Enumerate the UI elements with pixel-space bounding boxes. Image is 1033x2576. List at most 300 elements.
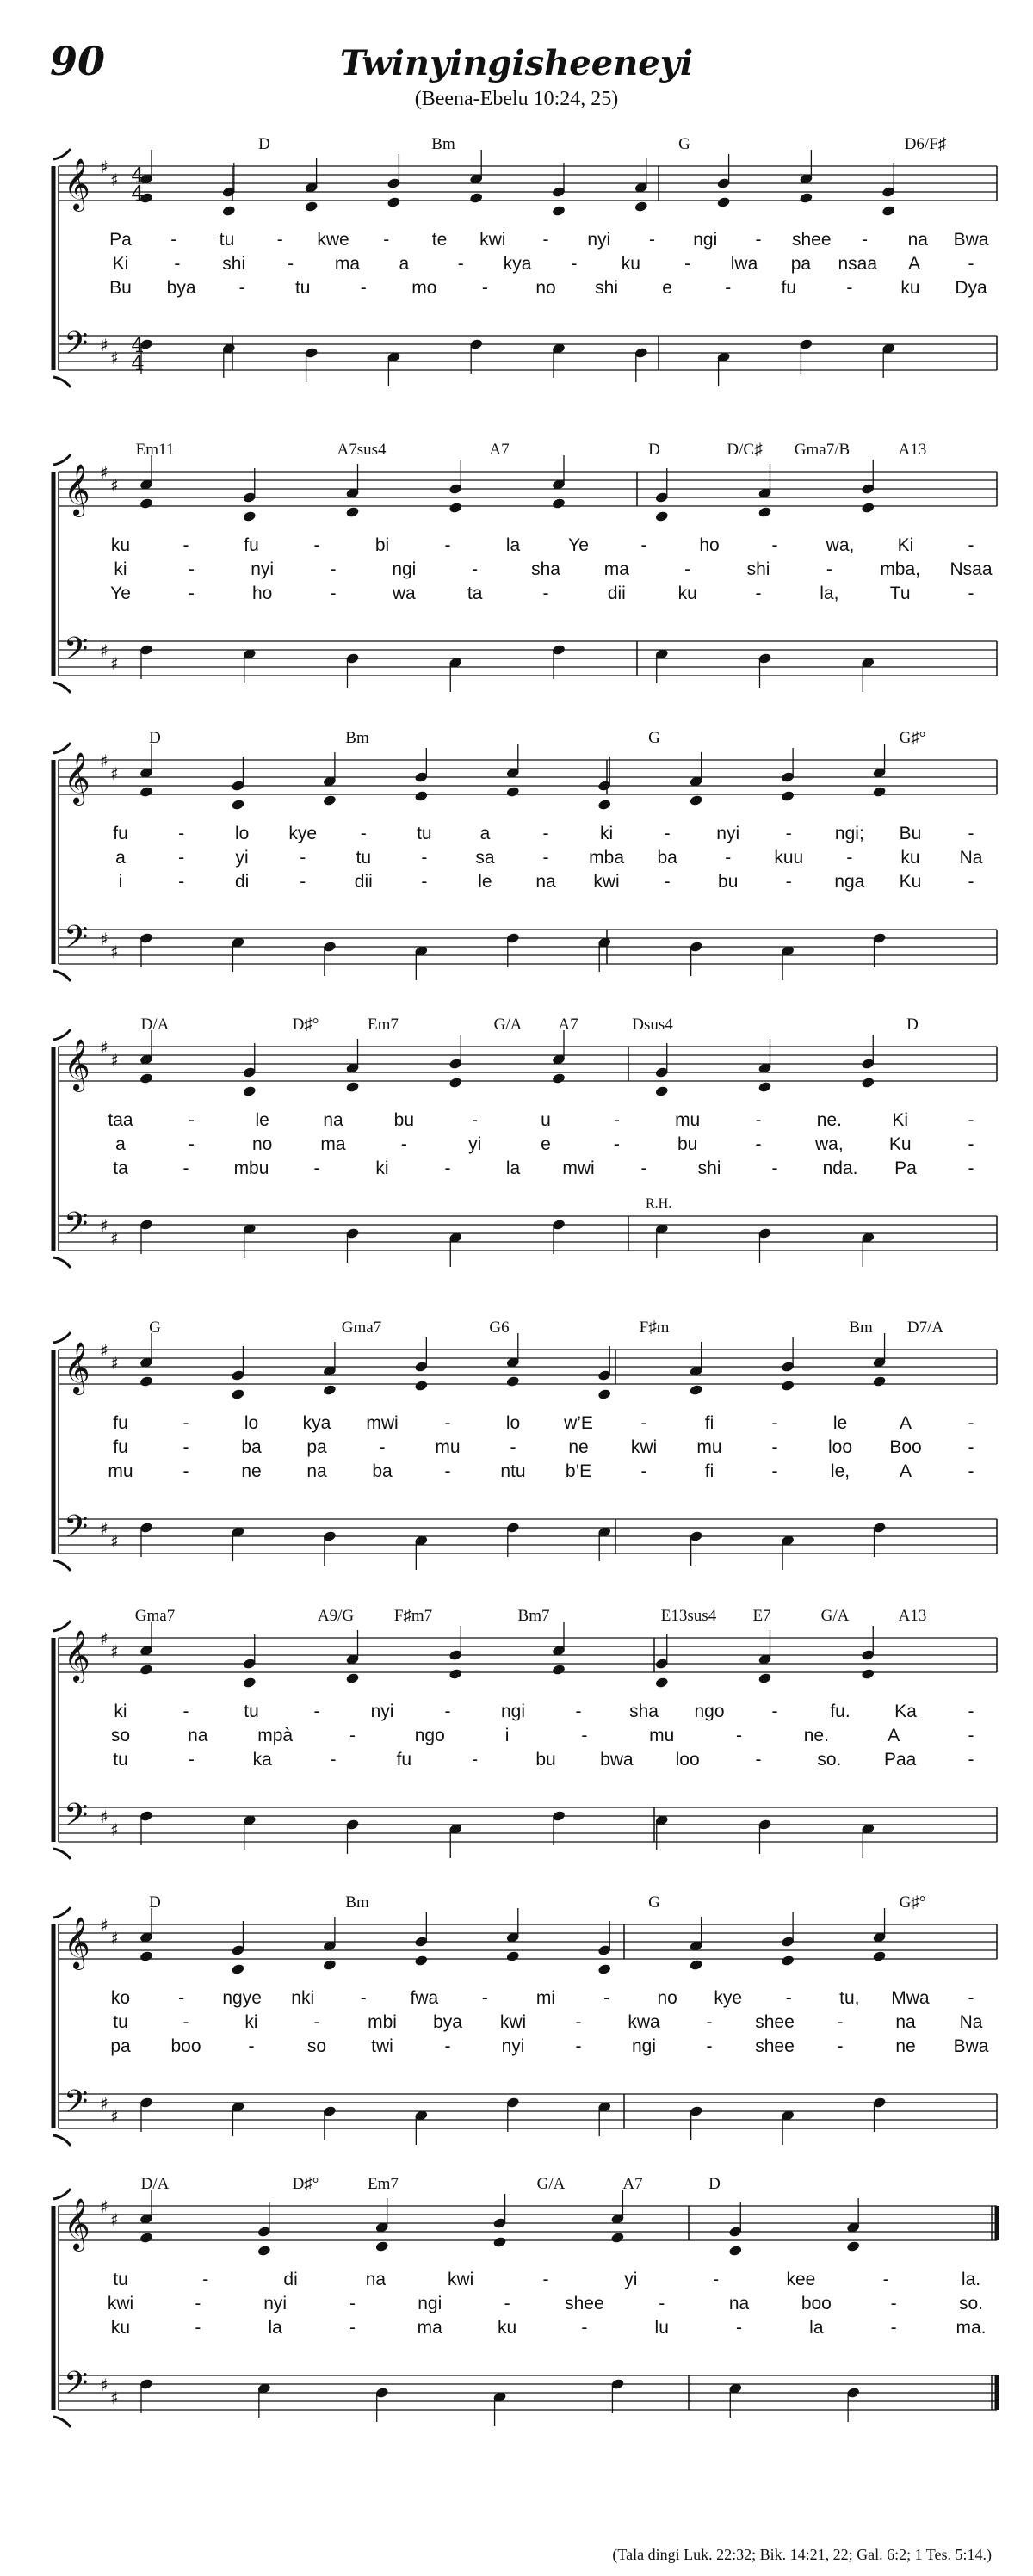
hymn-title: Twinyingisheeneyi [339, 43, 694, 83]
lyric-syllable: la [505, 535, 521, 555]
lyric-syllable: kwi [448, 2270, 474, 2289]
lyric-hyphen: - [542, 2270, 549, 2289]
lyric-syllable: taa [108, 1110, 133, 1130]
lyric-hyphen: - [182, 1461, 189, 1481]
lyric-hyphen: - [968, 1110, 974, 1130]
treble-note [231, 799, 245, 811]
treble-key-sharp: ♯ [100, 157, 108, 177]
treble-note [654, 1085, 669, 1097]
lyric-hyphen: - [188, 1134, 195, 1154]
treble-key-sharp: ♯ [110, 2209, 119, 2230]
lyric-hyphen: - [330, 1750, 337, 1770]
lyric-hyphen: - [968, 254, 974, 274]
lyric-hyphen: - [968, 1461, 974, 1481]
treble-key-sharp: ♯ [100, 1915, 108, 1936]
lyric-syllable: Bwa [953, 230, 989, 250]
lyric-syllable: ku [110, 535, 131, 555]
treble-key-sharp: ♯ [100, 2196, 108, 2217]
lyric-syllable: ki [244, 2012, 258, 2032]
lyric-syllable: fu [113, 824, 128, 843]
right-hand-annotation: R.H. [646, 1196, 672, 1211]
chord-symbol: Em11 [135, 441, 175, 459]
lyric-hyphen: - [771, 1702, 778, 1721]
treble-note [414, 1955, 429, 1967]
treble-note [139, 1950, 154, 1962]
lyric-hyphen: - [481, 1988, 488, 2008]
lyric-syllable: nda. [822, 1158, 858, 1178]
chord-symbol: G♯° [899, 729, 926, 747]
bass-clef-icon: 𝄢 [64, 2084, 89, 2128]
lyric-hyphen: - [182, 1437, 189, 1457]
lyric-hyphen: - [571, 254, 578, 274]
bracket-bottom [53, 1257, 71, 1268]
lyric-hyphen: - [706, 2036, 713, 2056]
treble-note [492, 2236, 507, 2248]
lyric-syllable: Ku [899, 872, 922, 892]
treble-note [758, 506, 772, 518]
bass-key-sharp: ♯ [110, 2388, 119, 2408]
lyric-syllable: sha [531, 559, 560, 579]
lyric-syllable: ngi [631, 2036, 657, 2056]
lyric-hyphen: - [472, 1750, 479, 1770]
chord-symbol: Gma7 [341, 1319, 382, 1337]
treble-clef-icon: 𝄞 [64, 464, 90, 516]
treble-note [881, 205, 896, 217]
scripture-reference: (Beena-Ebelu 10:24, 25) [414, 88, 619, 110]
lyric-hyphen: - [575, 2012, 582, 2032]
lyric-hyphen: - [968, 872, 974, 892]
lyric-hyphen: - [178, 824, 185, 843]
lyric-syllable: ku [900, 848, 920, 868]
chord-symbol: F♯m7 [393, 1607, 433, 1625]
bass-key-sharp: ♯ [110, 942, 119, 962]
lyric-syllable: mwi [562, 1158, 595, 1178]
lyric-syllable: ku [900, 278, 920, 298]
lyric-syllable: yi [624, 2270, 638, 2289]
lyric-hyphen: - [182, 1158, 189, 1178]
lyric-syllable: di [283, 2270, 298, 2289]
treble-key-sharp: ♯ [100, 751, 108, 771]
lyric-syllable: so [306, 2036, 327, 2056]
lyric-hyphen: - [313, 1702, 320, 1721]
treble-key-sharp: ♯ [110, 763, 119, 784]
bass-key-sharp: ♯ [100, 640, 108, 661]
lyric-syllable: ne. [803, 1726, 829, 1745]
lyric-syllable: na [323, 1110, 343, 1130]
lyric-hyphen: - [968, 1437, 974, 1457]
lyric-hyphen: - [837, 2036, 844, 2056]
lyric-syllable: bu [718, 872, 739, 892]
treble-note [758, 1081, 772, 1093]
treble-note [139, 497, 154, 510]
lyric-hyphen: - [444, 1158, 451, 1178]
bass-key-sharp: ♯ [100, 2093, 108, 2114]
lyric-syllable: ku [621, 254, 640, 274]
lyric-syllable: ngi [500, 1702, 526, 1721]
treble-note [448, 1077, 463, 1089]
lyric-hyphen: - [736, 2318, 743, 2338]
lyric-hyphen: - [542, 824, 549, 843]
lyric-syllable: i [118, 872, 123, 892]
lyric-hyphen: - [785, 824, 792, 843]
chord-symbol: G [648, 1893, 660, 1912]
lyric-syllable: tu [294, 278, 311, 298]
lyric-syllable: u [541, 1110, 551, 1130]
lyric-syllable: bu [393, 1110, 415, 1130]
system-2 [53, 454, 997, 693]
treble-note [781, 790, 795, 802]
lyric-hyphen: - [182, 2012, 189, 2032]
bass-clef-icon: 𝄢 [64, 2365, 89, 2409]
treble-note [242, 510, 257, 522]
lyric-syllable: loo [827, 1437, 853, 1457]
bass-clef-icon: 𝄢 [64, 631, 89, 675]
lyric-syllable: kya [503, 254, 532, 274]
lyric-syllable: Dya [955, 278, 987, 298]
lyric-hyphen: - [613, 1134, 620, 1154]
lyric-syllable: Mwa [891, 1988, 930, 2008]
lyric-syllable: dii [607, 584, 626, 603]
lyric-syllable: so [110, 1726, 131, 1745]
chord-symbol: D [708, 2175, 721, 2193]
lyric-syllable: lo [244, 1413, 259, 1433]
chord-symbol: A13 [898, 441, 927, 459]
chord-symbol: G♯° [899, 1893, 926, 1912]
lyric-syllable: ta [467, 584, 483, 603]
treble-note [872, 1950, 887, 1962]
lyric-syllable: ne [241, 1461, 262, 1481]
time-sig-top: 4 [131, 333, 145, 357]
chord-symbol: Bm7 [517, 1607, 550, 1625]
lyric-syllable: ne. [816, 1110, 842, 1130]
treble-note [231, 1963, 245, 1975]
bass-key-sharp: ♯ [110, 1228, 119, 1249]
lyric-syllable: Ku [888, 1134, 912, 1154]
lyric-syllable: Ki [897, 535, 914, 555]
treble-key-sharp: ♯ [100, 1340, 108, 1361]
lyric-syllable: bya [166, 278, 196, 298]
lyric-syllable: no [657, 1988, 677, 2008]
lyric-hyphen: - [504, 2294, 510, 2313]
lyric-hyphen: - [182, 1413, 189, 1433]
lyric-syllable: pa [790, 254, 812, 274]
lyric-hyphen: - [837, 2012, 844, 2032]
lyric-syllable: ki [599, 824, 614, 843]
lyric-syllable: Ki [112, 254, 129, 274]
lyric-syllable: i [504, 1726, 510, 1745]
lyric-syllable: ne [895, 2036, 916, 2056]
treble-note [505, 786, 520, 798]
treble-note [552, 497, 566, 510]
lyric-syllable: la [505, 1158, 521, 1178]
lyric-hyphen: - [755, 584, 762, 603]
lyric-syllable: Nsaa [949, 559, 993, 579]
chord-symbol: G/A [536, 2175, 566, 2193]
lyric-syllable: boo [801, 2294, 832, 2313]
chord-symbol: D [149, 1893, 161, 1912]
chord-symbol: D [149, 729, 161, 747]
treble-note [861, 1077, 875, 1089]
lyric-syllable: na [728, 2294, 750, 2313]
lyric-hyphen: - [968, 1750, 974, 1770]
treble-note [758, 1672, 772, 1684]
lyric-hyphen: - [421, 872, 428, 892]
treble-note [689, 1959, 703, 1971]
lyric-syllable: te [431, 230, 448, 250]
lyric-hyphen: - [379, 1437, 386, 1457]
lyric-syllable: Tu [889, 584, 911, 603]
lyric-syllable: la. [961, 2270, 981, 2289]
lyric-syllable: kuu [774, 848, 804, 868]
treble-note [242, 1085, 257, 1097]
lyric-syllable: e [662, 278, 672, 298]
lyric-syllable: ntu [500, 1461, 526, 1481]
lyric-syllable: kya [302, 1413, 331, 1433]
treble-key-sharp: ♯ [100, 1628, 108, 1649]
lyric-syllable: A [888, 1726, 900, 1745]
lyric-syllable: kee [786, 2270, 816, 2289]
lyric-syllable: ngo [694, 1702, 725, 1721]
lyric-syllable: wa, [814, 1134, 844, 1154]
lyric-syllable: ngi [392, 559, 417, 579]
lyric-syllable: na [535, 872, 556, 892]
lyric-syllable: Bu [109, 278, 132, 298]
treble-clef-icon: 𝄞 [64, 752, 90, 804]
lyric-syllable: la [268, 2318, 282, 2338]
lyric-syllable: ngi [418, 2294, 442, 2313]
treble-note [597, 799, 612, 811]
lyric-syllable: wa [392, 584, 416, 603]
lyric-hyphen: - [238, 278, 245, 298]
lyric-syllable: kwi [499, 2012, 527, 2032]
chord-symbol: A7sus4 [337, 441, 387, 459]
lyric-syllable: ko [110, 1988, 131, 2008]
lyric-syllable: fi [704, 1413, 714, 1433]
lyric-syllable: A [899, 1461, 912, 1481]
lyric-syllable: tu [356, 848, 372, 868]
lyric-syllable: Ka [894, 1702, 917, 1721]
chord-symbol: E7 [752, 1607, 771, 1625]
lyric-syllable: wa, [826, 535, 855, 555]
lyric-syllable: a [115, 848, 126, 868]
lyric-syllable: di [234, 872, 250, 892]
lyric-hyphen: - [276, 230, 283, 250]
lyric-syllable: mwi [366, 1413, 399, 1433]
chord-symbol: D♯° [292, 2175, 319, 2193]
bass-clef-icon: 𝄢 [64, 325, 89, 369]
lyric-syllable: ku [677, 584, 697, 603]
lyric-syllable: fi [704, 1461, 714, 1481]
lyric-hyphen: - [890, 2318, 897, 2338]
lyric-syllable: bi [374, 535, 390, 555]
chord-symbol: G [648, 729, 660, 747]
treble-note [846, 2240, 861, 2252]
treble-note [139, 1375, 154, 1387]
lyric-syllable: e [541, 1134, 551, 1154]
treble-note [597, 1963, 612, 1975]
bass-key-sharp: ♯ [100, 1215, 108, 1236]
bracket-bottom [53, 2417, 71, 2427]
lyric-syllable: mu [649, 1726, 675, 1745]
lyric-hyphen: - [182, 535, 189, 555]
lyric-hyphen: - [785, 1988, 792, 2008]
chord-symbol: G [149, 1319, 161, 1337]
chord-symbol: D7/A [906, 1319, 944, 1337]
lyric-syllable: ma [417, 2318, 442, 2338]
lyric-hyphen: - [755, 230, 762, 250]
treble-key-sharp: ♯ [110, 170, 119, 190]
treble-note [414, 790, 429, 802]
lyric-hyphen: - [826, 559, 832, 579]
bass-clef-icon: 𝄢 [64, 1206, 89, 1250]
lyric-syllable: bu [677, 1134, 698, 1154]
lyric-syllable: ho [699, 535, 720, 555]
lyric-syllable: ba [372, 1461, 393, 1481]
lyric-hyphen: - [755, 1110, 762, 1130]
treble-clef-icon: 𝄞 [64, 1630, 90, 1682]
lyric-hyphen: - [202, 2270, 209, 2289]
lyric-syllable: bya [433, 2012, 462, 2032]
lyric-hyphen: - [725, 848, 732, 868]
chord-symbol: D [906, 1016, 919, 1034]
chord-symbol: D [258, 135, 270, 153]
lyric-hyphen: - [400, 1134, 407, 1154]
lyric-syllable: nyi [587, 230, 611, 250]
lyric-syllable: kwi [107, 2294, 134, 2313]
lyric-syllable: kwi [630, 1437, 658, 1457]
treble-note [139, 1664, 154, 1676]
lyric-hyphen: - [383, 230, 390, 250]
treble-note [222, 205, 237, 217]
lyric-hyphen: - [846, 278, 853, 298]
lyric-syllable: nyi [251, 559, 275, 579]
lyric-syllable: le [832, 1413, 848, 1433]
treble-key-sharp: ♯ [110, 1050, 119, 1071]
treble-note [505, 1375, 520, 1387]
lyric-syllable: nyi [716, 824, 740, 843]
bass-key-sharp: ♯ [100, 1807, 108, 1827]
treble-note [872, 786, 887, 798]
lyric-syllable: ku [497, 2318, 517, 2338]
lyric-syllable: ma [320, 1134, 346, 1154]
lyric-syllable: mu [435, 1437, 461, 1457]
lyric-syllable: nga [834, 872, 865, 892]
treble-key-sharp: ♯ [110, 475, 119, 496]
treble-note [728, 2245, 743, 2257]
lyric-syllable: ka [252, 1750, 272, 1770]
lyric-syllable: ba [657, 848, 677, 868]
treble-clef-icon: 𝄞 [64, 1917, 90, 1968]
lyric-hyphen: - [542, 584, 549, 603]
lyric-hyphen: - [755, 1750, 762, 1770]
lyric-hyphen: - [736, 1726, 743, 1745]
chord-symbol: A7 [622, 2175, 643, 2193]
lyric-syllable: Pa [894, 1158, 917, 1178]
treble-note [781, 1380, 795, 1392]
lyric-syllable: mba [589, 848, 625, 868]
treble-note [345, 1672, 360, 1684]
lyric-hyphen: - [640, 1461, 647, 1481]
lyric-hyphen: - [968, 535, 974, 555]
lyric-syllable: a [115, 1134, 126, 1154]
lyric-syllable: pa [306, 1437, 327, 1457]
lyric-hyphen: - [968, 584, 974, 603]
lyric-hyphen: - [846, 848, 853, 868]
lyric-syllable: yi [235, 848, 249, 868]
lyric-hyphen: - [649, 230, 655, 250]
lyric-syllable: boo [170, 2036, 201, 2056]
lyric-syllable: so. [817, 1750, 842, 1770]
lyric-syllable: Pa [109, 230, 132, 250]
lyric-syllable: pa [110, 2036, 131, 2056]
lyric-syllable: no [535, 278, 556, 298]
treble-note [552, 1072, 566, 1084]
lyric-hyphen: - [581, 2318, 588, 2338]
treble-note [139, 2232, 154, 2244]
lyric-hyphen: - [968, 824, 974, 843]
lyric-syllable: fu [781, 278, 797, 298]
lyric-hyphen: - [771, 1461, 778, 1481]
lyric-syllable: lo [505, 1413, 521, 1433]
lyric-hyphen: - [481, 278, 488, 298]
bass-key-sharp: ♯ [100, 2375, 108, 2395]
lyric-syllable: ngi; [834, 824, 864, 843]
lyric-syllable: fu [113, 1413, 128, 1433]
time-sig-bottom: 4 [131, 351, 145, 375]
system-4 [53, 1029, 997, 1268]
lyric-syllable: sha [629, 1702, 659, 1721]
treble-note [242, 1677, 257, 1689]
chord-symbol: D/A [140, 1016, 170, 1034]
lyric-syllable: mu [696, 1437, 722, 1457]
chord-symbol: A9/G [317, 1607, 355, 1625]
chord-symbol: D/C♯ [727, 441, 763, 459]
lyric-hyphen: - [664, 824, 671, 843]
lyric-syllable: mi [535, 1988, 556, 2008]
hymn-number: 90 [50, 38, 106, 84]
lyric-hyphen: - [313, 1158, 320, 1178]
treble-clef-icon: 𝄞 [64, 1039, 90, 1090]
treble-key-sharp: ♯ [100, 1037, 108, 1058]
bass-key-sharp: ♯ [110, 1531, 119, 1552]
treble-note [257, 2245, 272, 2257]
treble-note [304, 201, 319, 213]
lyric-hyphen: - [178, 872, 185, 892]
lyric-syllable: fu. [830, 1702, 851, 1721]
chord-symbol: D♯° [292, 1016, 319, 1034]
lyric-syllable: ta [113, 1158, 128, 1178]
lyric-syllable: lu [654, 2318, 669, 2338]
lyric-syllable: mu [675, 1110, 701, 1130]
lyric-syllable: fu [244, 535, 259, 555]
treble-note [231, 1388, 245, 1400]
lyric-hyphen: - [170, 230, 177, 250]
chord-symbol: A7 [489, 441, 510, 459]
bracket-bottom [53, 1849, 71, 1859]
lyric-hyphen: - [288, 254, 294, 274]
lyric-hyphen: - [575, 2036, 582, 2056]
lyric-syllable: dii [354, 872, 373, 892]
lyric-syllable: so. [958, 2294, 984, 2313]
lyric-hyphen: - [188, 1110, 195, 1130]
lyric-syllable: tu [417, 824, 432, 843]
lyric-syllable: shee [791, 230, 832, 250]
lyric-hyphen: - [472, 559, 479, 579]
lyric-hyphen: - [603, 1988, 610, 2008]
lyric-syllable: shi [595, 278, 619, 298]
lyric-syllable: loo [675, 1750, 700, 1770]
lyric-syllable: ki [114, 559, 127, 579]
